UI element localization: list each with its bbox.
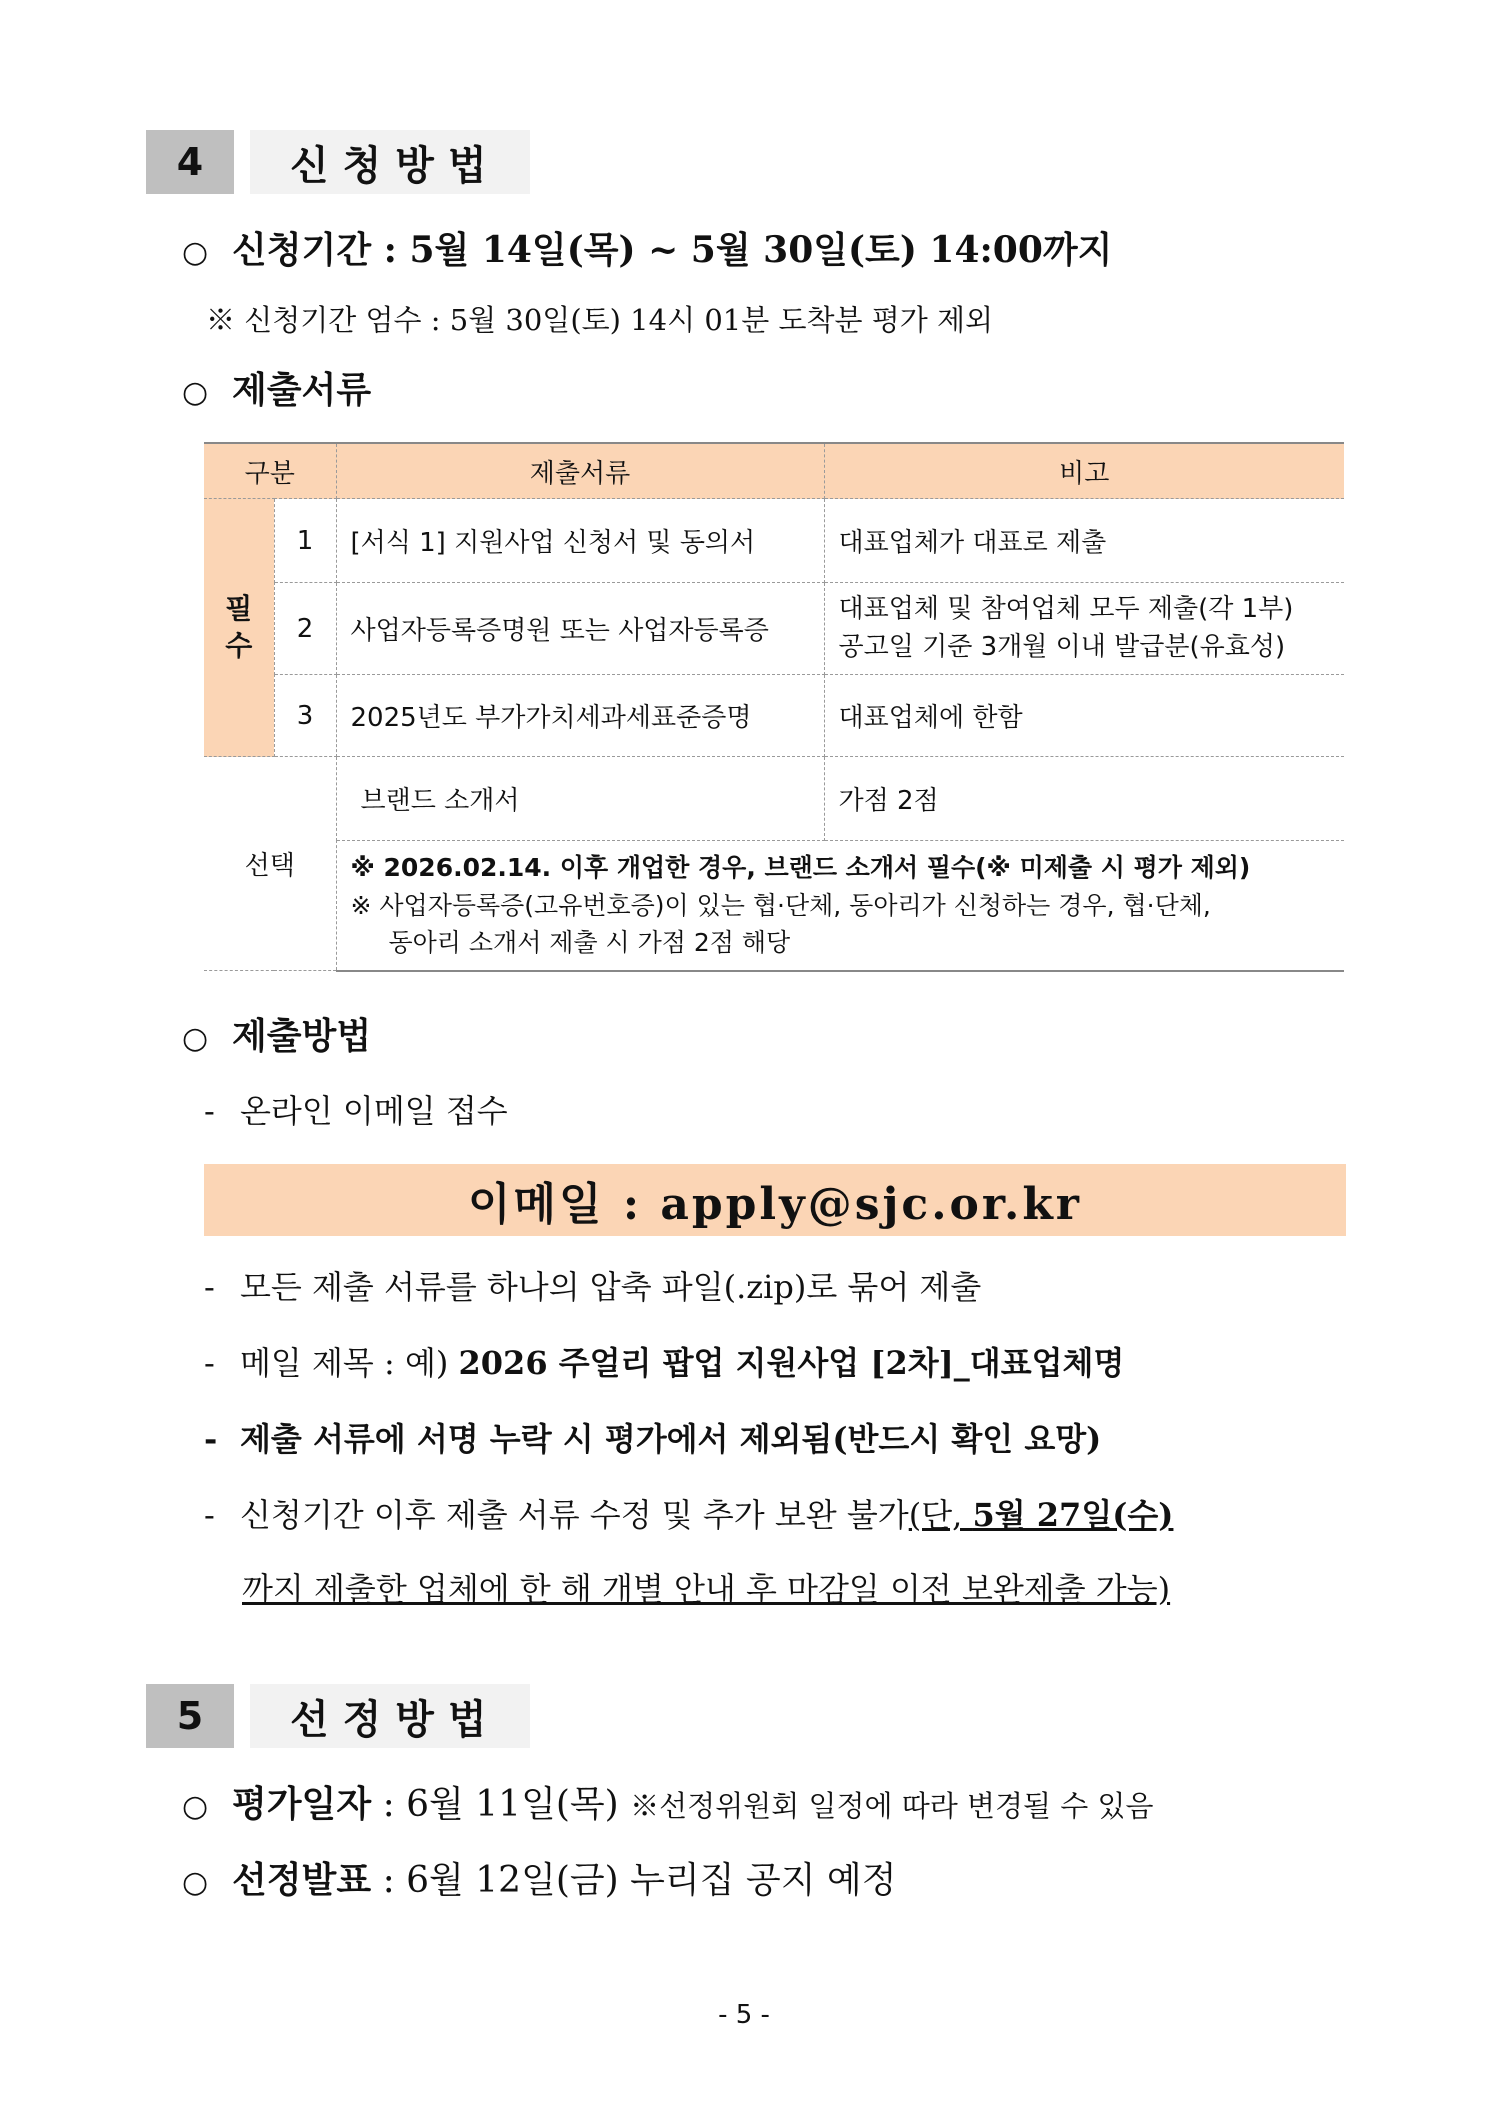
row-number: 2 — [274, 583, 336, 675]
period-label: 신청기간 — [232, 229, 372, 271]
circle-bullet-icon: ○ — [182, 375, 209, 410]
announce-line: ○ 선정발표 : 6월 12일(금) 누리집 공지 예정 — [182, 1859, 897, 1901]
instruction-zip: - 모든 제출 서류를 하나의 압축 파일(.zip)로 묶어 제출 — [204, 1268, 982, 1306]
doc-note: 대표업체가 대표로 제출 — [824, 499, 1344, 583]
documents-table — [204, 442, 1344, 972]
email-banner: 이메일 : apply@sjc.or.kr — [204, 1164, 1346, 1236]
col-header: 구분 — [204, 443, 336, 499]
col-header: 제출서류 — [336, 443, 824, 499]
section-number: 4 — [146, 130, 234, 194]
doc-note: 대표업체에 한함 — [824, 675, 1344, 757]
circle-bullet-icon: ○ — [182, 1021, 209, 1056]
method-online: - 온라인 이메일 접수 — [204, 1092, 508, 1130]
section-title: 신청방법 — [250, 130, 530, 194]
instruction-revision-cont: 까지 제출한 업체에 한 해 개별 안내 후 마감일 이전 보완제출 가능) — [242, 1570, 1171, 1608]
period-value: : 5월 14일(목) ~ 5월 30일(토) 14:00까지 — [383, 229, 1113, 271]
doc-name: 사업자등록증명원 또는 사업자등록증 — [336, 583, 824, 675]
table-row — [204, 757, 1344, 841]
row-number: 3 — [274, 675, 336, 757]
optional-label: 선택 — [204, 757, 336, 971]
circle-bullet-icon: ○ — [182, 235, 209, 270]
row-number: 1 — [274, 499, 336, 583]
instruction-signature: - 제출 서류에 서명 누락 시 평가에서 제외됨(반드시 확인 요망) — [204, 1420, 1102, 1458]
table-row — [204, 675, 1344, 757]
circle-bullet-icon: ○ — [182, 1865, 209, 1900]
instruction-revision: - 신청기간 이후 제출 서류 수정 및 추가 보완 불가(단, 5월 27일(수) — [204, 1496, 1174, 1534]
table-row — [204, 583, 1344, 675]
required-label: 필 수 — [204, 499, 274, 757]
table-row — [204, 841, 1344, 971]
docs-heading: ○ 제출서류 — [182, 369, 372, 411]
method-heading: ○ 제출방법 — [182, 1015, 372, 1057]
col-header: 비고 — [824, 443, 1344, 499]
section-title: 선정방법 — [250, 1684, 530, 1748]
circle-bullet-icon: ○ — [182, 1789, 209, 1824]
section-number: 5 — [146, 1684, 234, 1748]
doc-name: [서식 1] 지원사업 신청서 및 동의서 — [336, 499, 824, 583]
eval-line: ○ 평가일자 : 6월 11일(목) ※선정위원회 일정에 따라 변경될 수 있음 — [182, 1783, 1154, 1825]
doc-note: 대표업체 및 참여업체 모두 제출(각 1부) 공고일 기준 3개월 이내 발급분(유효성) — [824, 583, 1344, 675]
table-row — [204, 499, 1344, 583]
period-line — [182, 222, 1112, 273]
table-header-row — [204, 443, 1344, 499]
period-note: ※ 신청기간 엄수 : 5월 30일(토) 14시 01분 도착분 평가 제외 — [206, 303, 993, 337]
page-number: - 5 - — [718, 2000, 770, 2030]
doc-name: 2025년도 부가가치세과세표준증명 — [336, 675, 824, 757]
doc-name: 브랜드 소개서 — [336, 757, 824, 841]
doc-note: 가점 2점 — [824, 757, 1344, 841]
optional-remarks: ※ 2026.02.14. 이후 개업한 경우, 브랜드 소개서 필수(※ 미제출 시 평가 제외) ※ 사업자등록증(고유번호증)이 있는 협·단체, 동아리가 신청하는 경우, 협·단체, 동아리 소개서 제출 시 가점 2점 해당 — [336, 841, 1344, 971]
instruction-subject: - 메일 제목 : 예) 2026 주얼리 팝업 지원사업 [2차]_대표업체명 — [204, 1344, 1125, 1382]
